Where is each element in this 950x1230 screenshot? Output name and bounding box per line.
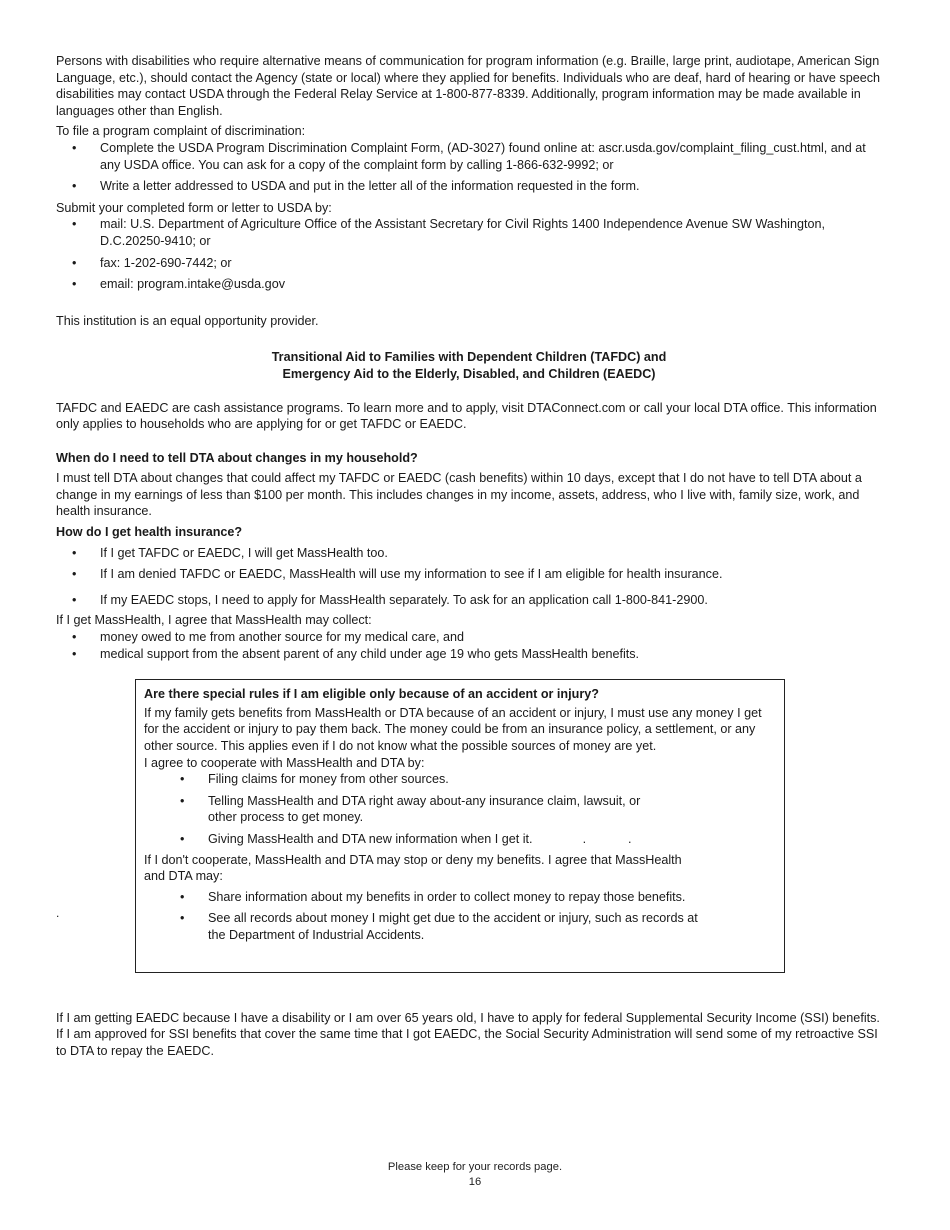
bullet-icon: •	[72, 630, 77, 645]
accident-rules-box	[135, 679, 785, 972]
tafdc-heading-line1: Transitional Aid to Families with Dependent Children (TAFDC) and	[271, 350, 667, 365]
collect-list	[56, 629, 882, 662]
accident-box-paragraph: If my family gets benefits from MassHealth or DTA because of an accident or injury, I must use any money I get for the accident or injury to pay them back. The money could be from an insurance policy, a settlement, or any other source. This applies even if I do not know what the possible sources of money are yet.	[144, 705, 762, 753]
bullet-icon: •	[72, 179, 77, 194]
list-item	[56, 592, 882, 609]
stray-margin-mark: .	[56, 906, 60, 920]
equal-opportunity-statement: This institution is an equal opportunity provider.	[56, 313, 319, 328]
collect-lead: If I get MassHealth, I agree that MassHealth may collect:	[56, 613, 372, 628]
accident-box-heading: Are there special rules if I am eligible only because of an accident or injury?	[144, 687, 599, 702]
list-item-text: Complete the USDA Program Discrimination Complaint Form, (AD-3027) found online at: ascr.usda.gov/complaint_filing_cust.html, and at any USDA office. You can ask for a copy of the complaint form by calling 1-866-632-9992; or	[100, 140, 866, 172]
bullet-icon: •	[72, 592, 77, 607]
bullet-icon: •	[180, 889, 185, 904]
may-list	[144, 889, 776, 944]
list-item-text: If I get TAFDC or EAEDC, I will get MassHealth too.	[100, 545, 388, 560]
list-item-text: Write a letter addressed to USDA and put in the letter all of the information requested in the form.	[100, 179, 640, 194]
bullet-icon: •	[72, 567, 77, 582]
bullet-icon: •	[180, 911, 185, 926]
list-item-text: If I am denied TAFDC or EAEDC, MassHealth will use my information to see if I am eligible for health insurance.	[100, 567, 723, 582]
list-item	[144, 771, 776, 788]
list-item-text: Giving MassHealth and DTA new information when I get it.	[208, 831, 533, 846]
list-item-text: fax: 1-202-690-7442; or	[100, 255, 232, 270]
list-item	[144, 910, 776, 943]
health-list	[56, 545, 882, 609]
bullet-icon: •	[72, 545, 77, 560]
list-item-text: Filing claims for money from other sources.	[208, 772, 449, 787]
list-item	[56, 216, 882, 249]
list-item-text: email: program.intake@usda.gov	[100, 277, 285, 292]
cooperate-list	[144, 771, 776, 847]
bullet-icon: •	[72, 277, 77, 292]
list-item	[56, 646, 882, 663]
tafdc-heading	[56, 349, 882, 382]
tafdc-heading-line2: Emergency Aid to the Elderly, Disabled, and Children (EAEDC)	[282, 366, 656, 381]
health-heading: How do I get health insurance?	[56, 525, 243, 540]
list-item-text: mail: U.S. Department of Agriculture Office of the Assistant Secretary for Civil Rights 1400 Independence Avenue SW Washington, D.C.20250-9410; or	[100, 217, 825, 248]
footer-note: Please keep for your records page.	[387, 1161, 563, 1173]
bullet-icon: •	[72, 255, 77, 270]
changes-text: I must tell DTA about changes that could affect my TAFDC or EAEDC (cash benefits) within 10 days, except that I do not have to tell DTA about a change in my earnings of less than $100 per month. This includes changes in my income, assets, address, who I live with, family size, work, and health insurance.	[56, 471, 862, 519]
bullet-icon: •	[72, 140, 77, 155]
changes-heading: When do I need to tell DTA about changes in my household?	[56, 450, 418, 465]
accessibility-paragraph: Persons with disabilities who require alternative means of communication for program information (e.g. Braille, large print, audiotape, American Sign Language, etc.), should contact the Agency (state or local) where they applied for benefits. Individuals who are deaf, hard of hearing or have speech disabilities may contact USDA through the Federal Relay Service at 1-800-877-8339. Additionally, program information may be made available in languages other than English.	[56, 54, 881, 118]
list-item	[56, 276, 882, 293]
submit-list	[56, 216, 882, 292]
ssi-paragraph: If I am getting EAEDC because I have a disability or I am over 65 years old, I have to apply for federal Supplemental Security Income (SSI) benefits. If I am approved for SSI benefits that cover the same time that I got EAEDC, the Social Security Administration will send some of my retroactive SSI to DTA to repay the EAEDC.	[56, 1010, 880, 1058]
list-item-text: See all records about money I might get due to the accident or injury, such as records at the Department of Industrial Accidents.	[208, 911, 698, 942]
list-item-text: Share information about my benefits in order to collect money to repay those benefits.	[208, 889, 686, 904]
noncooperate-text: If I don't cooperate, MassHealth and DTA may stop or deny my benefits. I agree that MassHealth and DTA may:	[144, 852, 682, 884]
list-item-text: Telling MassHealth and DTA right away about-any insurance claim, lawsuit, or other process to get money.	[208, 793, 641, 825]
complaint-lead: To file a program complaint of discrimination:	[56, 124, 306, 139]
submit-lead: Submit your completed form or letter to USDA by:	[56, 200, 332, 215]
tafdc-intro: TAFDC and EAEDC are cash assistance programs. To learn more and to apply, visit DTAConnect.com or call your local DTA office. This information only applies to households who are applying for or get TAFDC or EAEDC.	[56, 400, 877, 432]
list-item-text: If my EAEDC stops, I need to apply for MassHealth separately. To ask for an application call 1-800-841-2900.	[100, 592, 708, 607]
bullet-icon: •	[180, 793, 185, 808]
list-item	[56, 629, 882, 646]
bullet-icon: •	[72, 217, 77, 232]
page-footer	[0, 1160, 950, 1190]
document-page	[56, 53, 882, 1059]
list-item	[144, 831, 776, 848]
bullet-icon: •	[180, 831, 185, 846]
list-item	[56, 140, 882, 173]
list-item-text: money owed to me from another source for my medical care, and	[100, 630, 464, 645]
list-item	[144, 889, 776, 906]
list-item-text: medical support from the absent parent of any child under age 19 who gets MassHealth benefits.	[100, 646, 640, 661]
stray-marks: . .	[582, 831, 632, 846]
list-item	[56, 178, 882, 195]
list-item	[56, 545, 882, 562]
bullet-icon: •	[180, 772, 185, 787]
list-item	[56, 255, 882, 272]
list-item	[144, 793, 776, 826]
bullet-icon: •	[72, 646, 77, 661]
page-number: 16	[468, 1176, 482, 1188]
cooperate-lead: I agree to cooperate with MassHealth and DTA by:	[144, 755, 425, 770]
complaint-list	[56, 140, 882, 195]
list-item	[56, 566, 882, 583]
